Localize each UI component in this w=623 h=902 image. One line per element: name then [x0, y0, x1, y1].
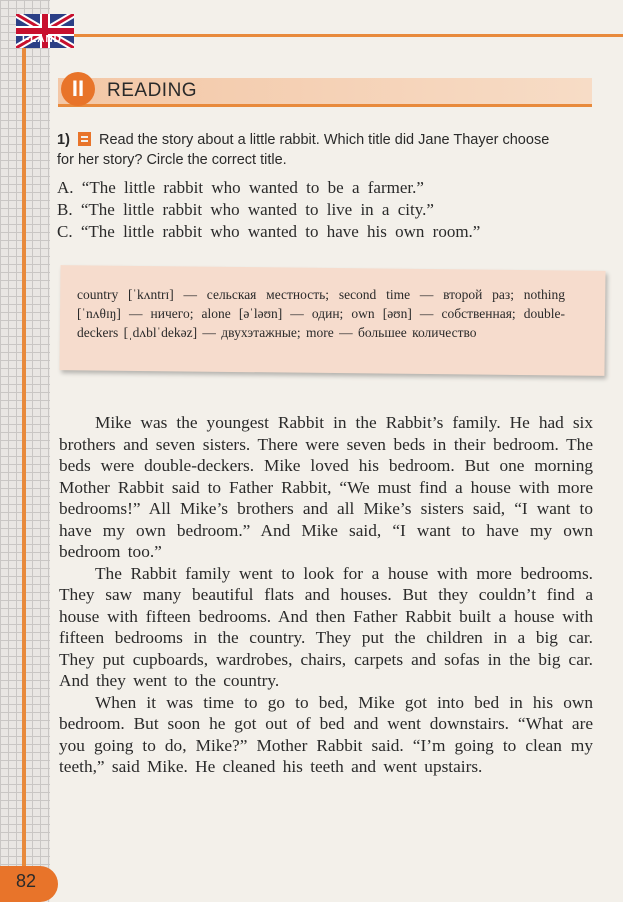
story-paragraph-3: When it was time to go to bed, Mike got into bed in his own bedroom. But soon he got out of bed and went downstairs. “What are you going to do, Mike?” Mother Rabbit said. “I’m going to clean my teeth,” said Mike. He cleaned his teeth and went upstairs. [59, 692, 593, 776]
option-b[interactable]: B. “The little rabbit who wanted to live in a city.” [57, 200, 434, 219]
reading-icon [78, 132, 91, 146]
story-text [59, 412, 593, 778]
top-rule [20, 34, 623, 37]
story-paragraph-2: The Rabbit family went to look for a house with more bedrooms. They saw many beautiful flats and houses. But they couldn’t find a house with fifteen bedrooms. And then Father Rabbit built a house with fifteen bedrooms in the country. They put the children in a big car. They put cupboards, wardrobes, chairs, carpets and sofas in the big car. And they went to the country. [59, 563, 593, 690]
option-a[interactable]: A. “The little rabbit who wanted to be a farmer.” [57, 178, 424, 197]
task-number: 1) [57, 132, 70, 148]
task-instruction [57, 130, 557, 170]
story-paragraph-1: Mike was the youngest Rabbit in the Rabbit’s family. He had six brothers and seven sisters. There were seven beds in their bedroom. The beds were double-deckers. Mike loved his bedroom. But one morning Mother Rabbit said to Father Rabbit, “We must find a house with more bedrooms!” All Mike’s brothers and all Mike’s sisters said, “I want to have my own bedroom.” And Mike said, “I want to have my own bedroom too.” [59, 413, 593, 561]
page-number: 82 [16, 871, 37, 891]
margin-rule [22, 34, 26, 879]
vocabulary-text: country [ˈkʌntrɪ] — сельская местность; second time — второй раз; nothing [ˈnʌθɪŋ] — ничего; alone [əˈləʊn] — один; own [əʊn] — собственная; double-deckers [ˌdʌblˈdekəz] — двухэтажные; more — большее количество [77, 287, 565, 340]
option-c[interactable]: C. “The little rabbit who wanted to have his own room.” [57, 222, 481, 241]
task-text: Read the story about a little rabbit. Which title did Jane Thayer choose for her story? Circle the correct title. [57, 132, 550, 168]
page-number-tab [0, 866, 58, 902]
section-number-badge: II [61, 72, 95, 106]
title-options [57, 177, 597, 243]
section-title: READING [107, 80, 198, 101]
flag-label: I-LAND [22, 34, 62, 45]
